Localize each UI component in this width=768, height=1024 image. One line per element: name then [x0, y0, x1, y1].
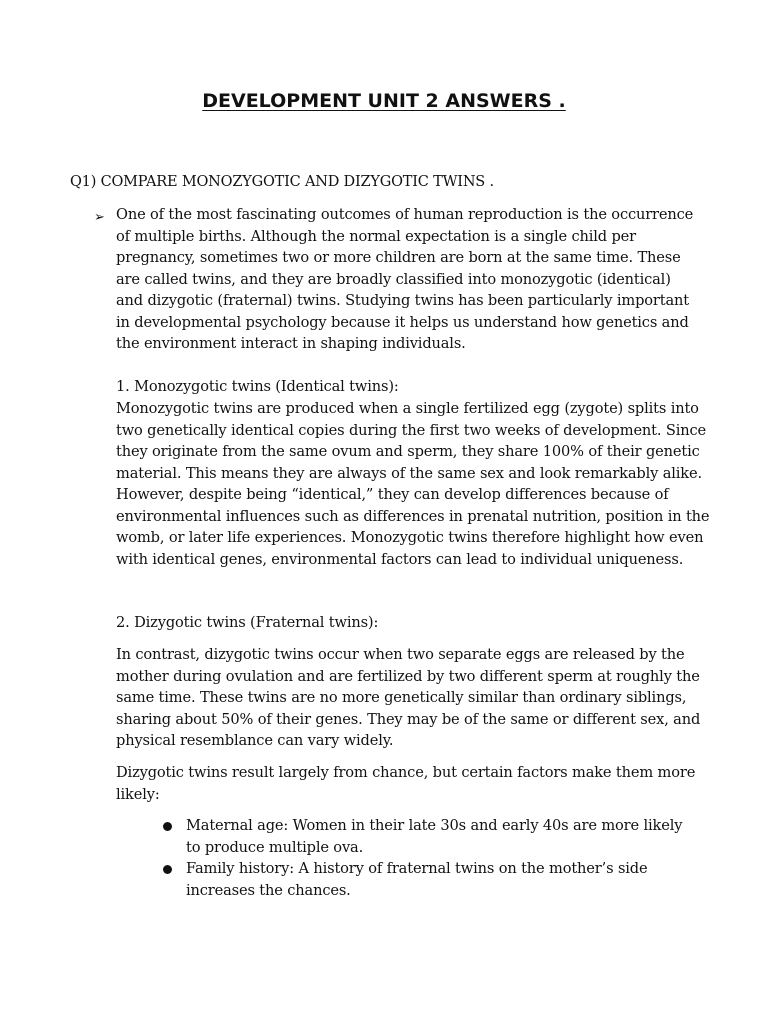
list-item-text: Family history: A history of fraternal twins on the mother’s side increases the chances. [186, 860, 648, 899]
dizygotic-factors-paragraph: Dizygotic twins result largely from chance, but certain factors make them more likely: [116, 764, 696, 803]
arrow-bullet-icon: ➢ [94, 210, 105, 225]
bullet-dot-icon [163, 865, 172, 874]
intro-paragraph: One of the most fascinating outcomes of human reproduction is the occurrence of multiple births. Although the normal expectation is a single child per pregnancy, sometimes two or more children are born at the same time. These are called twins, and they are broadly classified into monozygotic (identical) and dizygotic (fraternal) twins. Studying twins has been particularly important in developmental psychology because it helps us understand how genetics and the environment interact in shaping individuals. [116, 206, 694, 352]
question-heading: Q1) COMPARE MONOZYGOTIC AND DIZYGOTIC TWINS . [70, 174, 494, 190]
dizygotic-heading: 2. Dizygotic twins (Fraternal twins): [116, 614, 379, 631]
bullet-dot-icon [163, 822, 172, 831]
page-title: DEVELOPMENT UNIT 2 ANSWERS . [202, 90, 566, 112]
list-item-text: Maternal age: Women in their late 30s and early 40s are more likely to produce multiple ova. [186, 817, 683, 856]
dizygotic-paragraph: In contrast, dizygotic twins occur when two separate eggs are released by the mother during ovulation and are fertilized by two different sperm at roughly the same time. These twins are no more genetically similar than ordinary siblings, sharing about 50% of their genes. They may be of the same or different sex, and physical resemblance can vary widely. [116, 646, 701, 749]
monozygotic-paragraph: Monozygotic twins are produced when a single fertilized egg (zygote) splits into two genetically identical copies during the first two weeks of development. Since they originate from the same ovum and sperm, they share 100% of their genetic material. This means they are always of the same sex and look remarkably alike. However, despite being “identical,” they can develop differences because of environmental influences such as differences in prenatal nutrition, position in the womb, or later life experiences. Monozygotic twins therefore highlight how even with identical genes, environmental factors can lead to individual uniqueness. [116, 400, 710, 568]
monozygotic-heading: 1. Monozygotic twins (Identical twins): [116, 378, 399, 395]
